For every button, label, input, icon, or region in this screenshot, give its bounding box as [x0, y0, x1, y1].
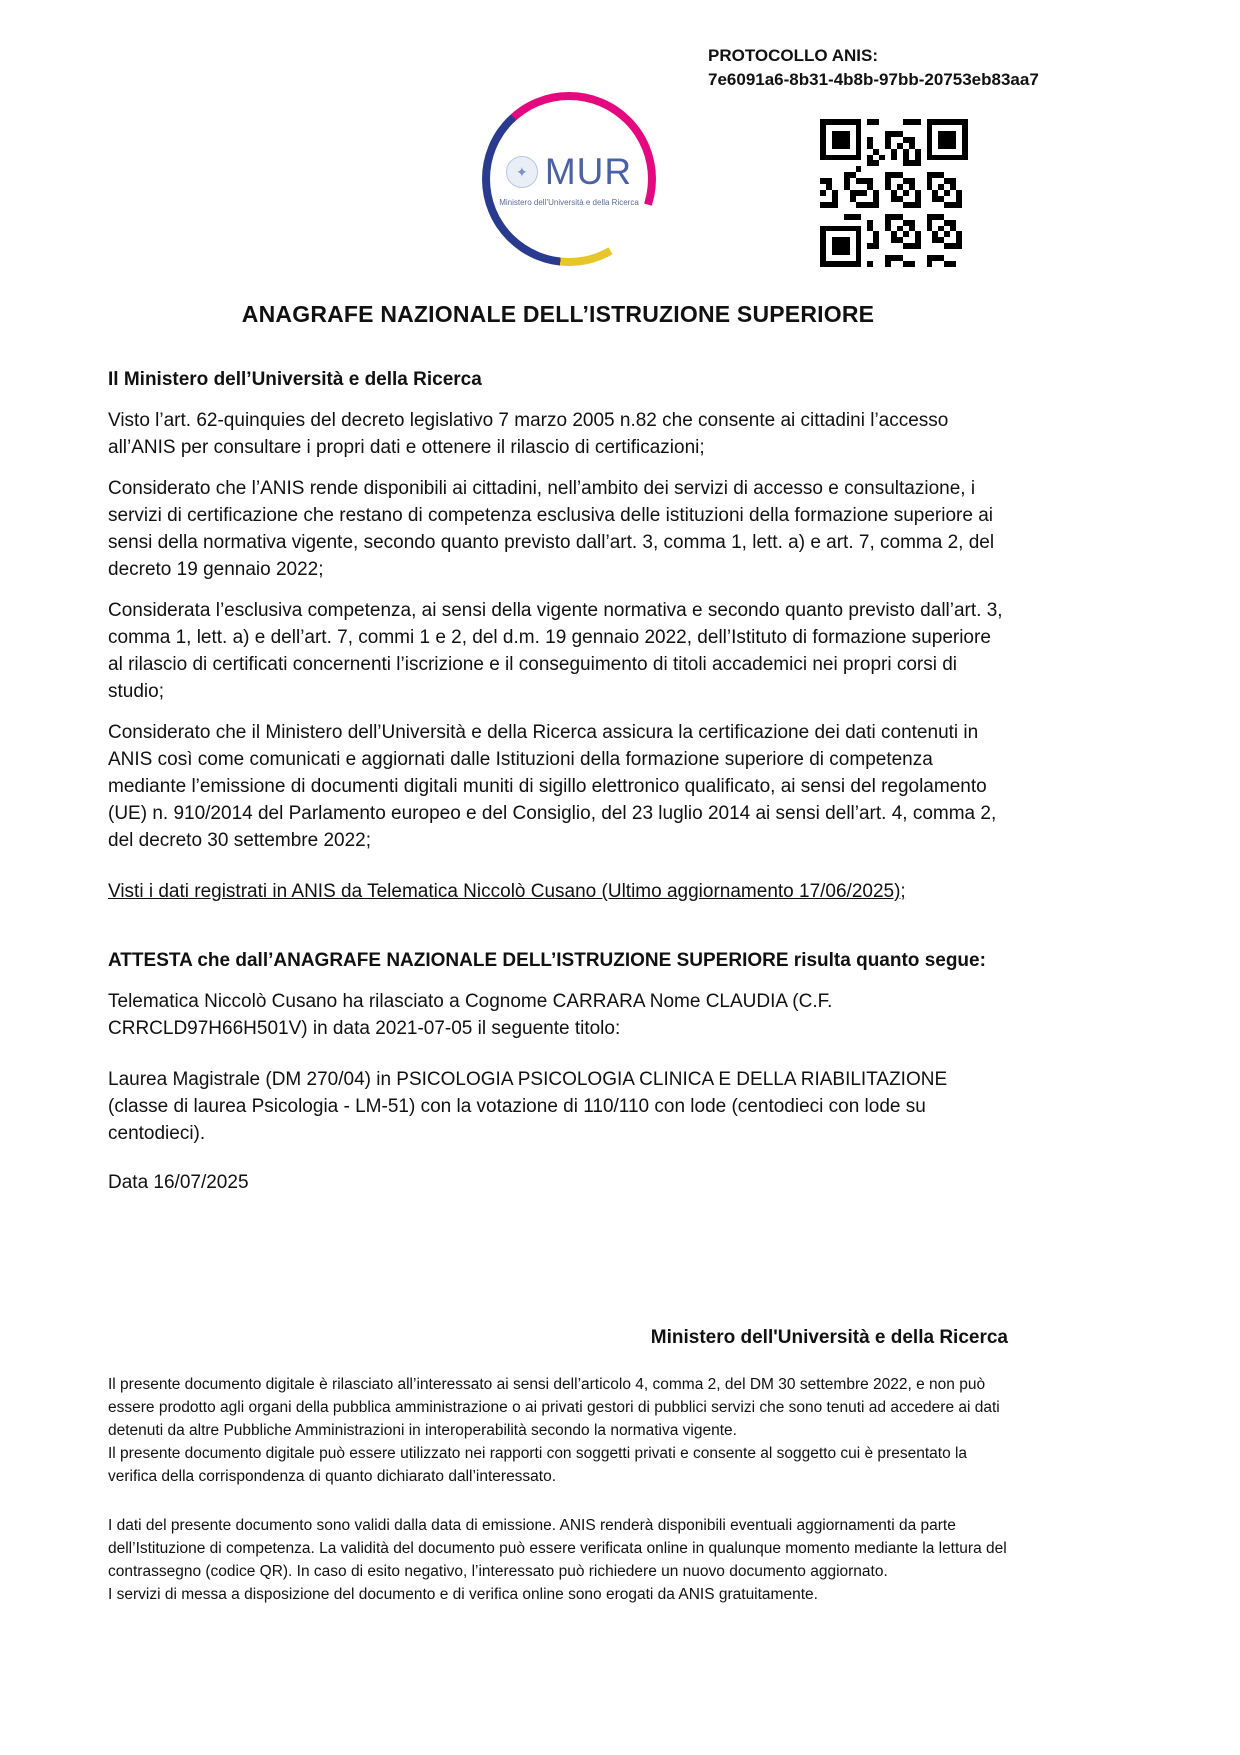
footer	[108, 1373, 1008, 1606]
mur-logo	[482, 92, 656, 266]
paragraph-considerato-ministero: Considerato che il Ministero dell’Università e della Ricerca assicura la certificazione dei dati contenuti in ANIS così come comunicati e aggiornati dalle Istituzioni della formazione superiore di competenza mediante l’emissione di documenti digitali muniti di sigillo elettronico qualificato, ai sensi del regolamento (UE) n. 910/2014 del Parlamento europeo e del Consiglio, del 23 luglio 2014 ai sensi dell’art. 4, comma 2, del decreto 30 settembre 2022;	[108, 722, 997, 851]
italy-emblem-icon: ✦	[506, 156, 538, 188]
document-title: ANAGRAFE NAZIONALE DELL’ISTRUZIONE SUPERIORE	[241, 301, 875, 327]
paragraph-considerata-competenza: Considerata l’esclusiva competenza, ai sensi della vigente normativa e secondo quanto previsto dall’art. 3, comma 1, lett. a) e dell’art. 7, commi 1 e 2, del d.m. 19 gennaio 2022, dell’Istituto di formazione superiore al rilascio di certificati concernenti l’iscrizione e il conseguimento di titoli accademici nei propri corsi di studio;	[108, 600, 1003, 702]
degree-paragraph: Laurea Magistrale (DM 270/04) in PSICOLOGIA PSICOLOGIA CLINICA E DELLA RIABILITAZIONE (classe di laurea Psicologia - LM-51) con la votazione di 110/110 con lode (centodieci con lode su centodieci).	[108, 1069, 948, 1144]
footer-note-2: Il presente documento digitale può essere utilizzato nei rapporti con soggetti privati e consente al soggetto cui è presentato la verifica della corrispondenza di quanto dichiarato dall’interessato.	[108, 1445, 968, 1485]
footer-note-4: I servizi di messa a disposizione del documento e di verifica online sono erogati da ANIS gratuitamente.	[108, 1586, 818, 1603]
protocol-block	[708, 44, 1039, 92]
attesta-line: ATTESTA che dall’ANAGRAFE NAZIONALE DELL’ISTRUZIONE SUPERIORE risulta quanto segue:	[108, 950, 986, 971]
registered-data-line: Visti i dati registrati in ANIS da Telematica Niccolò Cusano (Ultimo aggiornamento 17/06/2025);	[108, 881, 906, 902]
protocol-value: 7e6091a6-8b31-4b8b-97bb-20753eb83aa7	[708, 70, 1039, 89]
document-date: Data 16/07/2025	[108, 1172, 249, 1193]
paragraph-visto-art62: Visto l’art. 62-quinquies del decreto legislativo 7 marzo 2005 n.82 che consente ai cittadini l’accesso all’ANIS per consultare i propri dati e ottenere il rilascio di certificazioni;	[108, 410, 949, 458]
signature: Ministero dell'Università e della Ricerca	[650, 1327, 1008, 1348]
mur-logo-inner	[490, 100, 648, 258]
footer-block-1	[108, 1373, 1008, 1488]
qr-code	[820, 119, 968, 267]
document-content	[108, 300, 1008, 1632]
ministry-heading: Il Ministero dell’Università e della Ricerca	[108, 369, 482, 390]
footer-block-2	[108, 1514, 1008, 1606]
protocol-label: PROTOCOLLO ANIS:	[708, 46, 878, 65]
mur-acronym: MUR	[544, 151, 633, 192]
footer-note-3: I dati del presente documento sono validi dalla data di emissione. ANIS renderà disponibili eventuali aggiornamenti da parte dell’Istituzione di competenza. La validità del documento può essere verificata online in qualunque momento mediante la lettura del contrassegno (codice QR). In caso di esito negativo, l’interessato può richiedere un nuovo documento aggiornato.	[108, 1517, 1007, 1580]
issuance-paragraph: Telematica Niccolò Cusano ha rilasciato a Cognome CARRARA Nome CLAUDIA (C.F. CRRCLD97H66H501V) in data 2021-07-05 il seguente titolo:	[108, 991, 833, 1039]
paragraph-considerato-anis: Considerato che l’ANIS rende disponibili ai cittadini, nell’ambito dei servizi di accesso e consultazione, i servizi di certificazione che restano di competenza esclusiva delle istituzioni della formazione superiore ai sensi della normativa vigente, secondo quanto previsto dall’art. 3, comma 1, lett. a) e art. 7, comma 2, del decreto 19 gennaio 2022;	[108, 478, 995, 580]
footer-note-1: Il presente documento digitale è rilasciato all’interessato ai sensi dell’articolo 4, comma 2, del DM 30 settembre 2022, e non può essere prodotto agli organi della pubblica amministrazione o ai privati gestori di pubblici servizi che sono tenuti ad accedere ai dati detenuti da altre Pubbliche Amministrazioni in interoperabilità secondo la normativa vigente.	[108, 1376, 1000, 1439]
mur-logo-subtitle: Ministero dell’Università e della Ricerca	[499, 198, 639, 207]
